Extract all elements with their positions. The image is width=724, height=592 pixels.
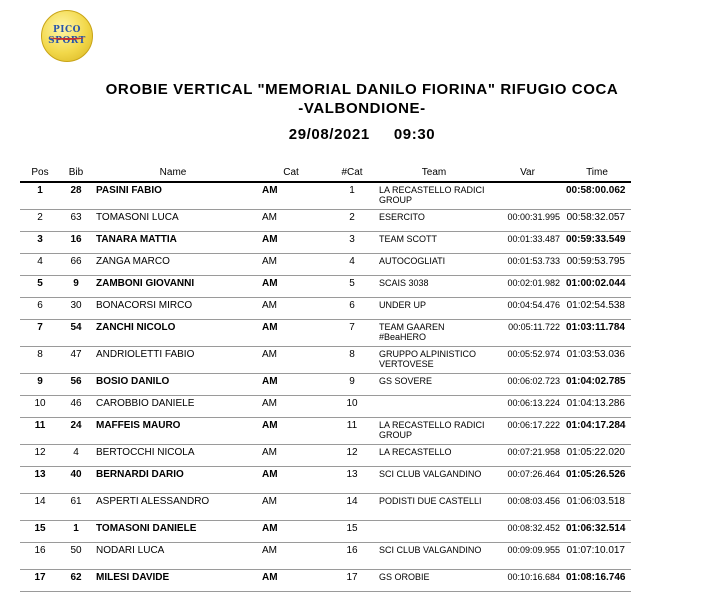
result-team: PODISTI DUE CASTELLI: [376, 493, 492, 520]
result-time: 01:08:16.746: [563, 569, 631, 591]
result-cat-pos: 6: [328, 297, 376, 319]
result-time: 01:06:03.518: [563, 493, 631, 520]
result-pos: 4: [20, 253, 60, 275]
result-gap: 00:05:52.974: [492, 346, 563, 373]
result-name: TOMASONI LUCA: [92, 209, 254, 231]
result-name: ZANCHI NICOLO: [92, 319, 254, 346]
result-time: 00:59:33.549: [563, 231, 631, 253]
result-cat-pos: 3: [328, 231, 376, 253]
table-row: [20, 253, 631, 275]
result-gap: 00:07:21.958: [492, 444, 563, 466]
result-team: LA RECASTELLO RADICI GROUP: [376, 182, 492, 209]
result-pos: 2: [20, 209, 60, 231]
result-bib: 47: [60, 346, 92, 373]
col-header-bib: Bib: [60, 163, 92, 182]
logo-text-bottom: SPORT: [48, 36, 86, 46]
result-team: [376, 520, 492, 542]
table-row: [20, 542, 631, 569]
result-bib: 46: [60, 395, 92, 417]
result-pos: 13: [20, 466, 60, 493]
result-time: 01:05:22.020: [563, 444, 631, 466]
result-name: NODARI LUCA: [92, 542, 254, 569]
result-cat-pos: 15: [328, 520, 376, 542]
result-cat: AM: [254, 231, 328, 253]
result-name: ASPERTI ALESSANDRO: [92, 493, 254, 520]
result-name: BERNARDI DARIO: [92, 466, 254, 493]
result-cat: AM: [254, 209, 328, 231]
result-name: TANARA MATTIA: [92, 231, 254, 253]
table-row: [20, 346, 631, 373]
result-bib: 63: [60, 209, 92, 231]
table-row: [20, 231, 631, 253]
table-row: [20, 275, 631, 297]
result-cat-pos: 13: [328, 466, 376, 493]
result-cat-pos: 4: [328, 253, 376, 275]
result-pos: 17: [20, 569, 60, 591]
result-name: PASINI FABIO: [92, 182, 254, 209]
result-gap: [492, 182, 563, 209]
result-name: ANDRIOLETTI FABIO: [92, 346, 254, 373]
result-time: 01:03:11.784: [563, 319, 631, 346]
result-gap: 00:01:53.733: [492, 253, 563, 275]
result-cat: AM: [254, 253, 328, 275]
result-gap: 00:06:17.222: [492, 417, 563, 444]
result-bib: 28: [60, 182, 92, 209]
col-header-pos: Pos: [20, 163, 60, 182]
result-cat-pos: 17: [328, 569, 376, 591]
result-time: 01:02:54.538: [563, 297, 631, 319]
result-cat-pos: 5: [328, 275, 376, 297]
result-time: 00:58:00.062: [563, 182, 631, 209]
result-time: 01:03:53.036: [563, 346, 631, 373]
result-team: GS OROBIE: [376, 569, 492, 591]
result-team: SCI CLUB VALGANDINO: [376, 542, 492, 569]
result-bib: 56: [60, 373, 92, 395]
result-name: BOSIO DANILO: [92, 373, 254, 395]
result-bib: 66: [60, 253, 92, 275]
result-gap: 00:07:26.464: [492, 466, 563, 493]
race-time: 09:30: [393, 126, 436, 143]
result-cat: AM: [254, 569, 328, 591]
result-gap: 00:01:33.487: [492, 231, 563, 253]
result-bib: 4: [60, 444, 92, 466]
result-name: CAROBBIO DANIELE: [92, 395, 254, 417]
result-cat: AM: [254, 346, 328, 373]
result-team: GRUPPO ALPINISTICO VERTOVESE: [376, 346, 492, 373]
result-bib: 30: [60, 297, 92, 319]
result-pos: 5: [20, 275, 60, 297]
result-name: ZANGA MARCO: [92, 253, 254, 275]
result-pos: 16: [20, 542, 60, 569]
table-row: [20, 569, 631, 591]
result-team: SCAIS 3038: [376, 275, 492, 297]
result-cat-pos: 1: [328, 182, 376, 209]
logo-text-top: PICO: [53, 25, 81, 35]
result-cat: AM: [254, 520, 328, 542]
result-team: TEAM SCOTT: [376, 231, 492, 253]
result-name: MAFFEIS MAURO: [92, 417, 254, 444]
col-header-team: Team: [376, 163, 492, 182]
result-team: TEAM GAAREN #BeaHERO: [376, 319, 492, 346]
result-bib: 61: [60, 493, 92, 520]
result-pos: 8: [20, 346, 60, 373]
table-row: [20, 417, 631, 444]
table-row: [20, 520, 631, 542]
table-row: [20, 493, 631, 520]
table-row: [20, 319, 631, 346]
results-table: [20, 163, 631, 592]
race-date: 29/08/2021: [288, 126, 370, 143]
result-bib: 9: [60, 275, 92, 297]
result-team: SCI CLUB VALGANDINO: [376, 466, 492, 493]
result-gap: 00:04:54.476: [492, 297, 563, 319]
result-bib: 40: [60, 466, 92, 493]
result-cat: AM: [254, 444, 328, 466]
result-time: 01:05:26.526: [563, 466, 631, 493]
col-header-var: Var: [492, 163, 563, 182]
result-gap: 00:06:02.723: [492, 373, 563, 395]
result-pos: 10: [20, 395, 60, 417]
result-cat-pos: 12: [328, 444, 376, 466]
result-team: LA RECASTELLO: [376, 444, 492, 466]
result-cat-pos: 9: [328, 373, 376, 395]
result-cat: AM: [254, 373, 328, 395]
result-pos: 7: [20, 319, 60, 346]
result-time: 00:59:53.795: [563, 253, 631, 275]
result-pos: 12: [20, 444, 60, 466]
result-team: LA RECASTELLO RADICI GROUP: [376, 417, 492, 444]
result-time: 01:04:02.785: [563, 373, 631, 395]
result-pos: 9: [20, 373, 60, 395]
result-bib: 54: [60, 319, 92, 346]
table-row: [20, 444, 631, 466]
result-cat: AM: [254, 319, 328, 346]
col-header-time: Time: [563, 163, 631, 182]
result-cat-pos: 8: [328, 346, 376, 373]
pico-sport-logo: [41, 10, 93, 62]
race-title: OROBIE VERTICAL "MEMORIAL DANILO FIORINA" RIFUGIO COCA: [105, 81, 619, 98]
result-name: BERTOCCHI NICOLA: [92, 444, 254, 466]
race-location: -VALBONDIONE-: [298, 100, 426, 117]
table-row: [20, 466, 631, 493]
result-cat-pos: 11: [328, 417, 376, 444]
result-team: ESERCITO: [376, 209, 492, 231]
result-pos: 14: [20, 493, 60, 520]
result-cat: AM: [254, 275, 328, 297]
result-name: TOMASONI DANIELE: [92, 520, 254, 542]
result-cat: AM: [254, 466, 328, 493]
col-header-name: Name: [92, 163, 254, 182]
result-team: GS SOVERE: [376, 373, 492, 395]
table-header-row: [20, 163, 631, 182]
result-cat-pos: 10: [328, 395, 376, 417]
result-gap: 00:09:09.955: [492, 542, 563, 569]
result-cat-pos: 7: [328, 319, 376, 346]
result-time: 01:00:02.044: [563, 275, 631, 297]
result-team: UNDER UP: [376, 297, 492, 319]
result-name: ZAMBONI GIOVANNI: [92, 275, 254, 297]
result-time: 01:07:10.017: [563, 542, 631, 569]
result-pos: 3: [20, 231, 60, 253]
table-row: [20, 297, 631, 319]
result-bib: 50: [60, 542, 92, 569]
result-pos: 6: [20, 297, 60, 319]
result-cat: AM: [254, 395, 328, 417]
result-time: 00:58:32.057: [563, 209, 631, 231]
result-name: BONACORSI MIRCO: [92, 297, 254, 319]
table-row: [20, 395, 631, 417]
result-gap: 00:08:32.452: [492, 520, 563, 542]
result-bib: 24: [60, 417, 92, 444]
col-header-cat: Cat: [254, 163, 328, 182]
table-row: [20, 373, 631, 395]
race-datetime: [0, 126, 724, 143]
result-bib: 1: [60, 520, 92, 542]
table-row: [20, 182, 631, 209]
col-header-ncat: #Cat: [328, 163, 376, 182]
result-bib: 62: [60, 569, 92, 591]
result-gap: 00:00:31.995: [492, 209, 563, 231]
result-name: MILESI DAVIDE: [92, 569, 254, 591]
result-cat: AM: [254, 542, 328, 569]
result-gap: 00:02:01.982: [492, 275, 563, 297]
result-time: 01:04:17.284: [563, 417, 631, 444]
result-gap: 00:06:13.224: [492, 395, 563, 417]
table-row: [20, 209, 631, 231]
result-time: 01:04:13.286: [563, 395, 631, 417]
result-cat-pos: 2: [328, 209, 376, 231]
result-gap: 00:05:11.722: [492, 319, 563, 346]
result-gap: 00:10:16.684: [492, 569, 563, 591]
result-cat: AM: [254, 417, 328, 444]
result-pos: 15: [20, 520, 60, 542]
result-pos: 11: [20, 417, 60, 444]
result-cat-pos: 16: [328, 542, 376, 569]
result-team: AUTOCOGLIATI: [376, 253, 492, 275]
result-time: 01:06:32.514: [563, 520, 631, 542]
logo-swoosh-icon: [50, 35, 84, 40]
result-cat: AM: [254, 182, 328, 209]
result-cat: AM: [254, 297, 328, 319]
result-bib: 16: [60, 231, 92, 253]
result-team: [376, 395, 492, 417]
result-pos: 1: [20, 182, 60, 209]
result-gap: 00:08:03.456: [492, 493, 563, 520]
result-cat: AM: [254, 493, 328, 520]
result-cat-pos: 14: [328, 493, 376, 520]
